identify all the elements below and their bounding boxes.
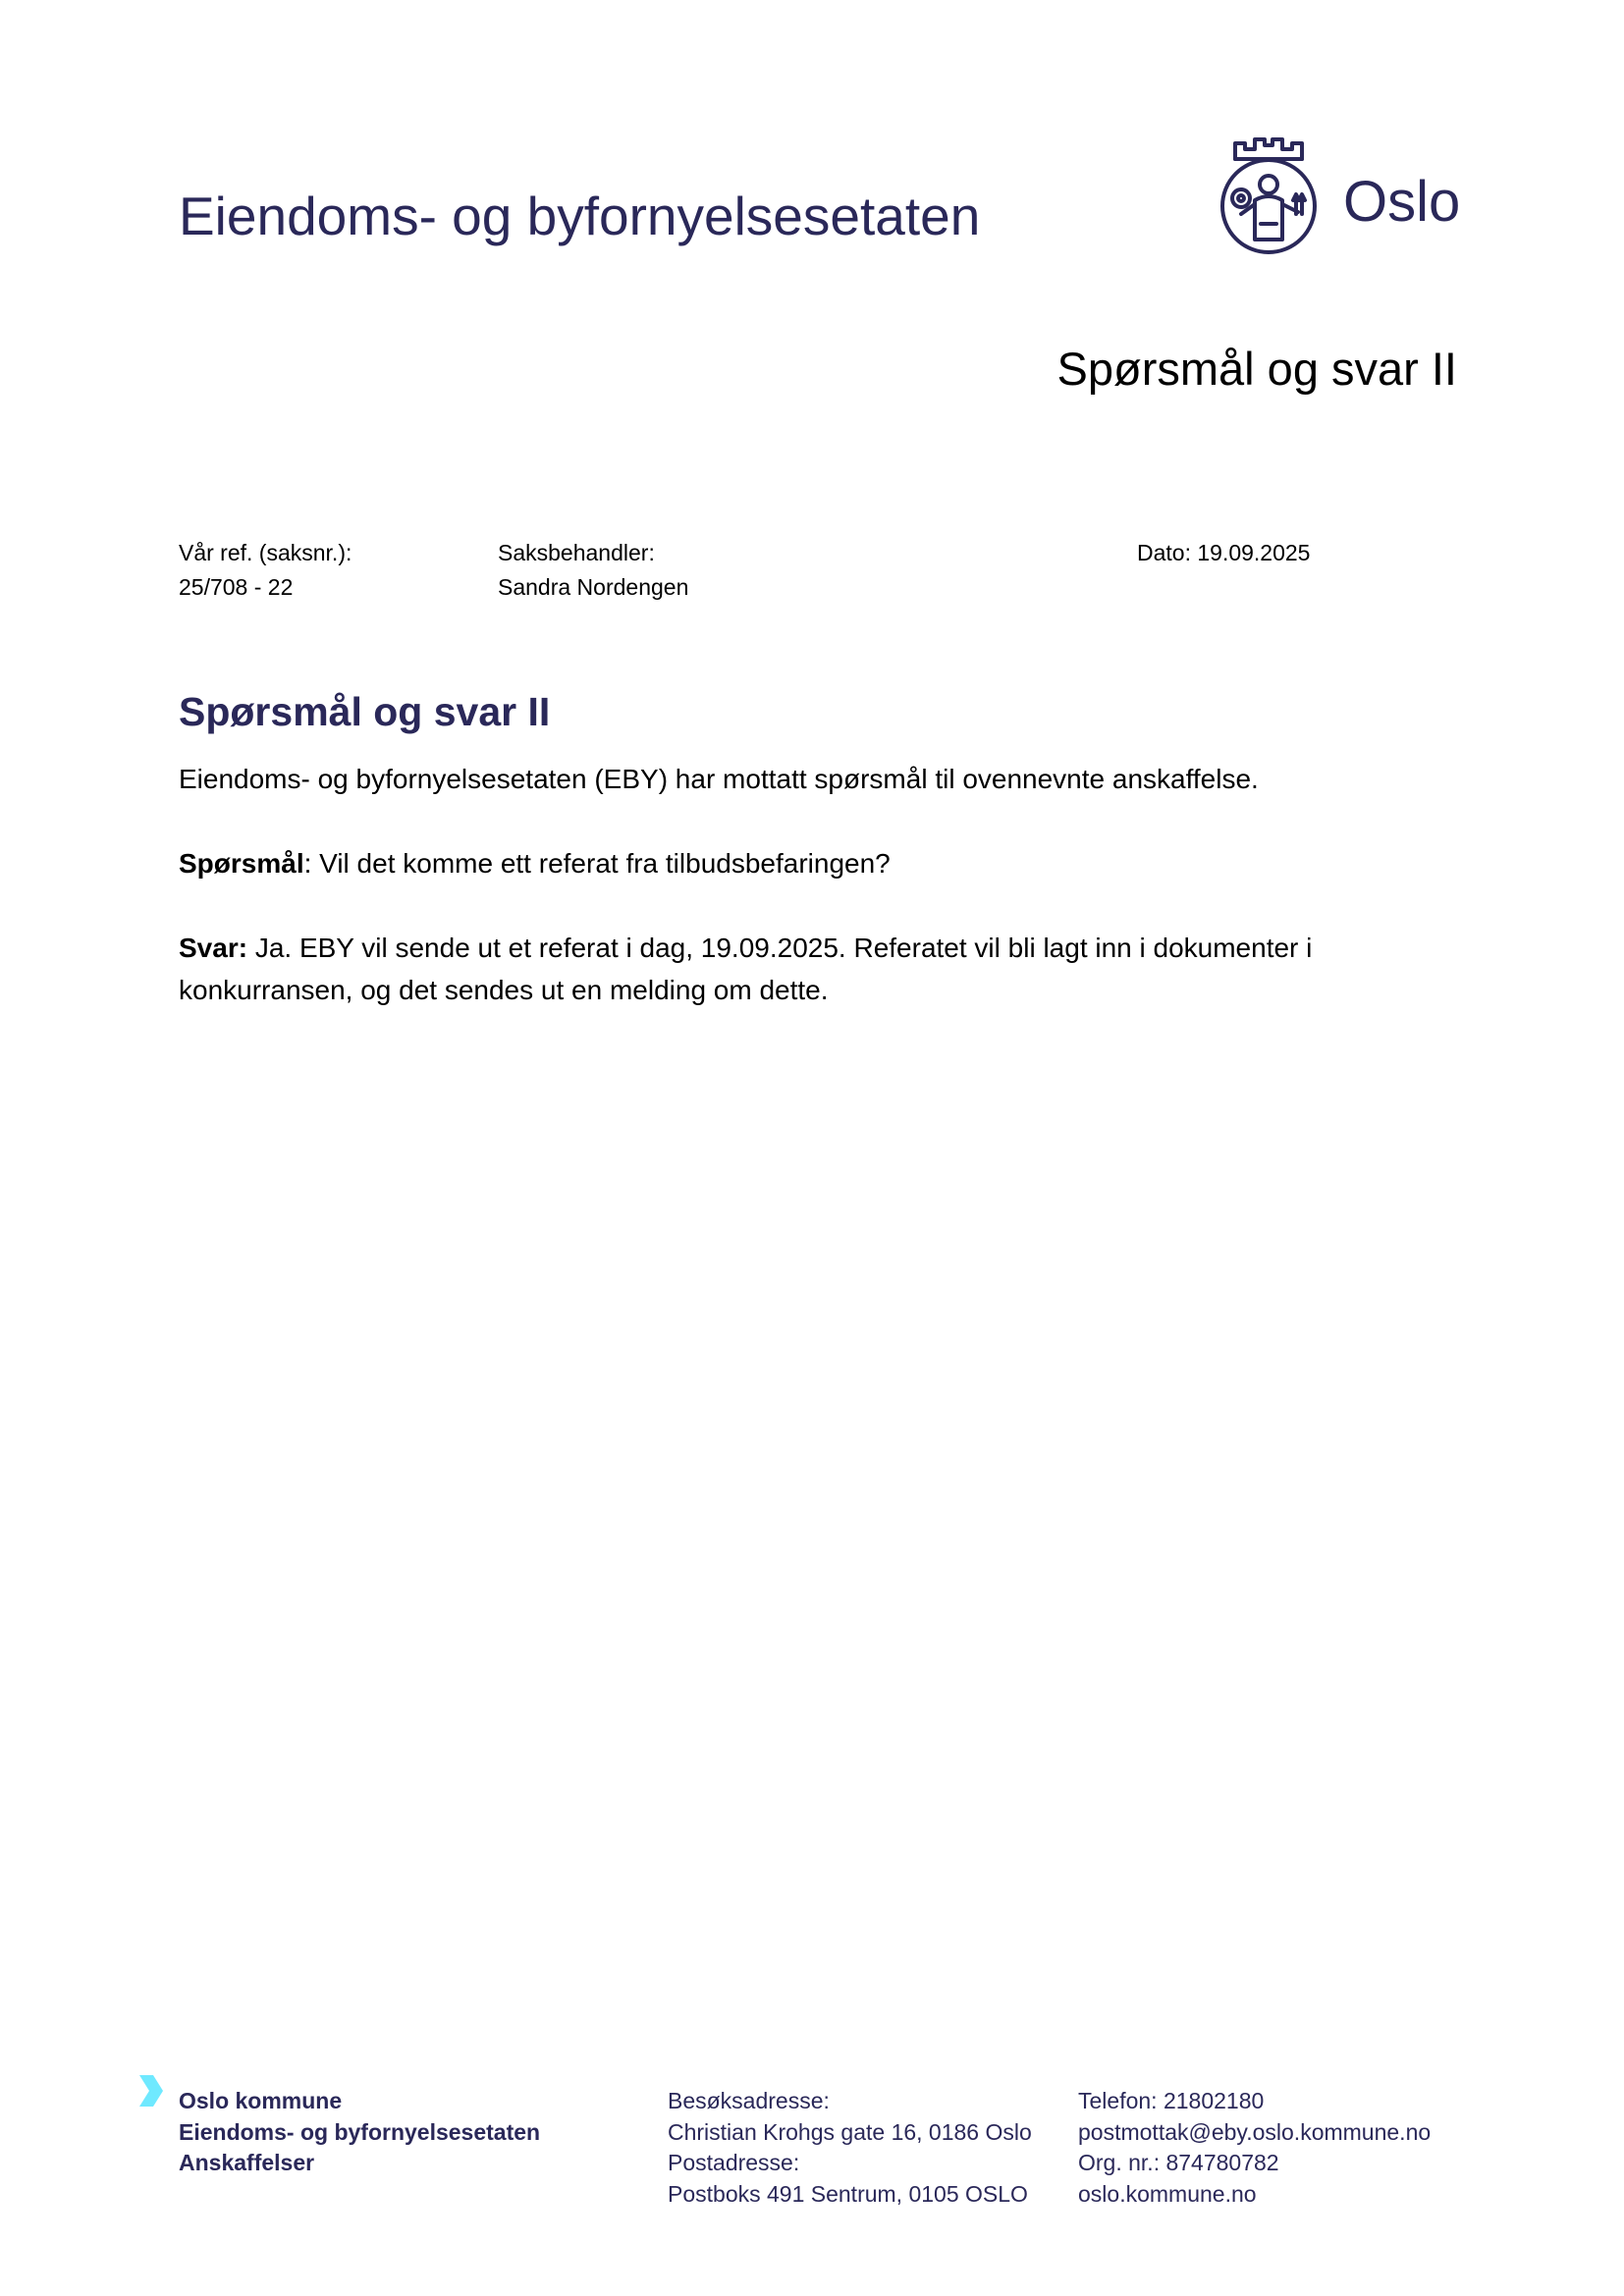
- case-handler-value: Sandra Nordengen: [498, 574, 689, 600]
- footer-website: oslo.kommune.no: [1078, 2180, 1257, 2207]
- footer-address-line: Postboks 491 Sentrum, 0105 OSLO: [668, 2180, 1028, 2207]
- oslo-city-seal-icon: [1218, 130, 1320, 257]
- question-text: : Vil det komme ett referat fra tilbudsbefaringen?: [303, 848, 891, 879]
- oslo-logo: [1218, 130, 1461, 257]
- case-handler-label: Saksbehandler:: [498, 540, 655, 565]
- footer-org-line: Eiendoms- og byfornyelsesetaten: [179, 2118, 541, 2145]
- answer-label: Svar:: [179, 933, 248, 963]
- intro-paragraph: Eiendoms- og byfornyelsesetaten (EBY) har mottatt spørsmål til ovennevnte anskaffelse.: [179, 764, 1259, 794]
- footer-org-number: Org. nr.: 874780782: [1078, 2150, 1279, 2175]
- document-type: Spørsmål og svar II: [1056, 343, 1457, 395]
- footer-org-line: Oslo kommune: [179, 2088, 343, 2113]
- footer-address-line: Christian Krohgs gate 16, 0186 Oslo: [668, 2118, 1032, 2145]
- case-handler-block: [498, 536, 688, 605]
- footer-contact: [1078, 2086, 1431, 2210]
- footer-phone: Telefon: 21802180: [1078, 2088, 1265, 2113]
- footer-address-line: Postadresse:: [668, 2150, 800, 2175]
- footer-address: [668, 2086, 1032, 2210]
- document-date: Dato: 19.09.2025: [1137, 540, 1311, 565]
- organization-name: Eiendoms- og byfornyelsesetaten: [179, 186, 981, 246]
- logo-wordmark: Oslo: [1343, 170, 1461, 234]
- reference-value: 25/708 - 22: [179, 574, 294, 600]
- footer-address-line: Besøksadresse:: [668, 2088, 830, 2113]
- oslo-diamond-mark-icon: [135, 2073, 165, 2109]
- question-label: Spørsmål: [179, 848, 304, 879]
- date-block: [1137, 536, 1310, 570]
- footer-email: postmottak@eby.oslo.kommune.no: [1078, 2118, 1432, 2145]
- question-paragraph: [179, 842, 1455, 884]
- footer-org-line: Anskaffelser: [179, 2150, 315, 2175]
- answer-paragraph: [179, 927, 1455, 1011]
- footer-organization: [179, 2086, 540, 2179]
- reference-label: Vår ref. (saksnr.):: [179, 540, 352, 565]
- answer-text: Ja. EBY vil sende ut et referat i dag, 19.09.2025. Referatet vil bli lagt inn i dokumenter i konkurransen, og det sendes ut en melding om dette.: [179, 933, 1313, 1005]
- document-heading: Spørsmål og svar II: [179, 689, 551, 734]
- reference-block: [179, 536, 352, 605]
